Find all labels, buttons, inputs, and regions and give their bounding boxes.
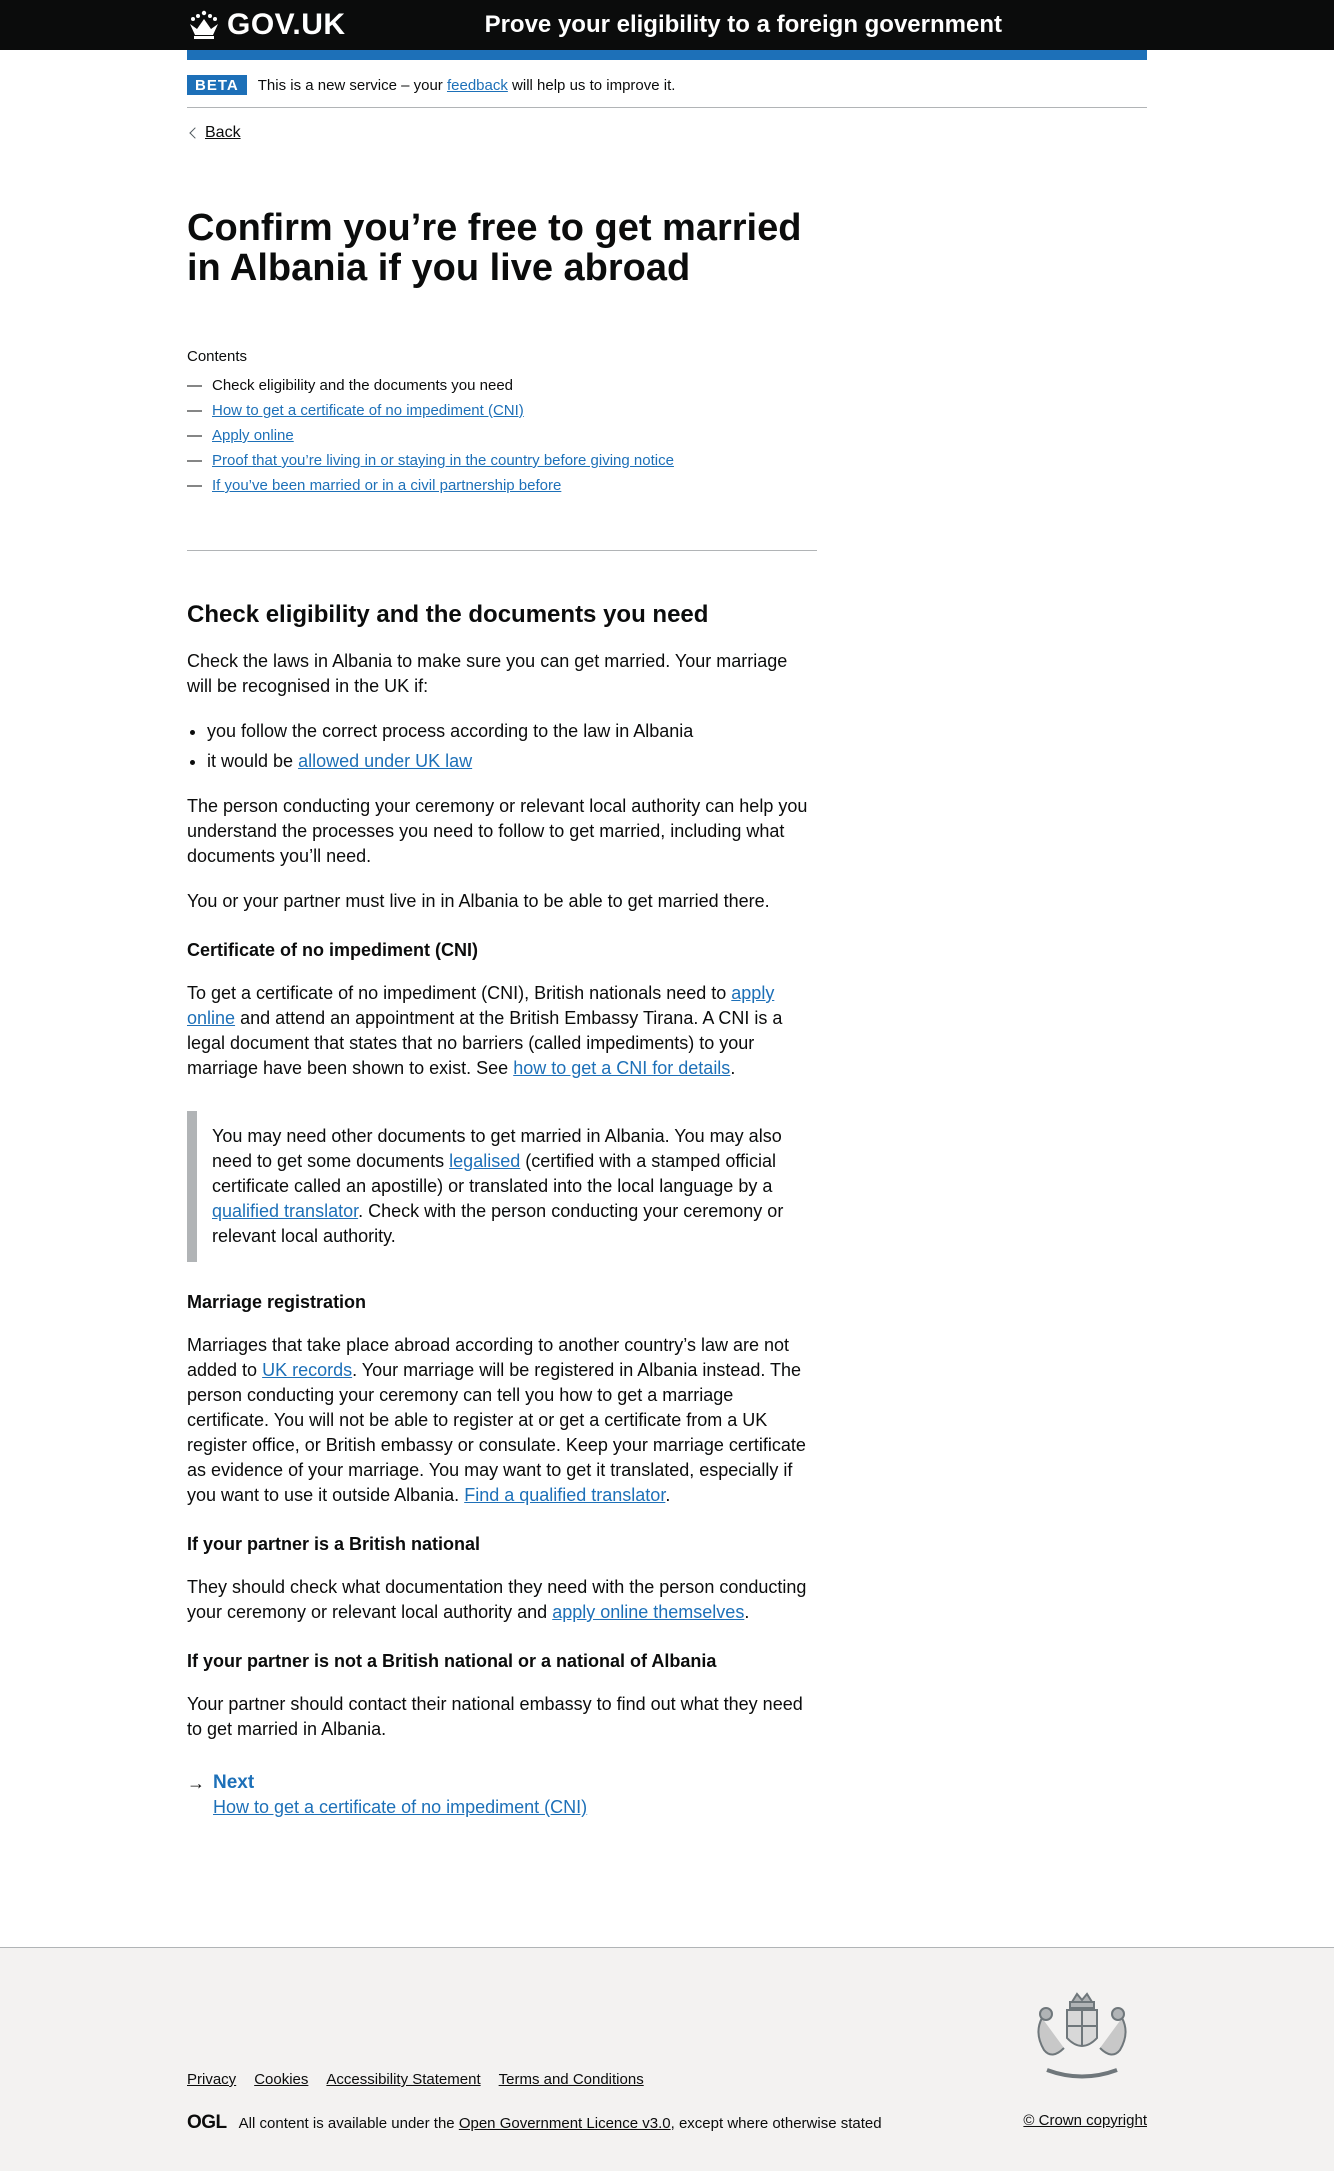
registration-text-1: Marriages that take place abroad according to another country’s law are not added to bbox=[187, 1335, 790, 1380]
cni-text-2: and attend an appointment at the British Embassy Tirana. A CNI is a legal document that states that no barriers (called impediments) to your marriage have been shown to exist. See bbox=[187, 1008, 783, 1078]
list-item bbox=[207, 749, 817, 774]
residency-paragraph: You or your partner must live in in Albania to be able to get married there. bbox=[187, 891, 770, 911]
beta-tag: BETA bbox=[187, 75, 247, 95]
allowed-under-uk-law-link[interactable]: allowed under UK law bbox=[298, 751, 473, 771]
uk-records-link[interactable]: UK records bbox=[262, 1360, 353, 1380]
cni-heading: Certificate of no impediment (CNI) bbox=[187, 940, 479, 960]
cni-paragraph bbox=[187, 981, 817, 1081]
contents-nav bbox=[187, 348, 817, 498]
contents-item: — If you’ve been married or in a civil partnership before bbox=[187, 473, 817, 498]
phase-text-before: This is a new service – your bbox=[257, 76, 443, 94]
contents-item: — How to get a certificate of no impediment (CNI) bbox=[187, 398, 817, 423]
help-paragraph: The person conducting your ceremony or relevant local authority can help you understand the processes you need to follow to get married, including what documents you’ll need. bbox=[187, 796, 808, 866]
section-heading: Check eligibility and the documents you need bbox=[187, 601, 709, 628]
legalised-link[interactable]: legalised bbox=[449, 1151, 521, 1171]
feedback-link[interactable]: feedback bbox=[446, 76, 508, 94]
next-navigation bbox=[187, 1772, 817, 1818]
inset-text-1: You may need other documents to get married in Albania. You may also need to get some documents bbox=[212, 1126, 782, 1171]
cni-details-link[interactable]: how to get a CNI for details bbox=[513, 1058, 731, 1078]
contents-title: Contents bbox=[187, 348, 248, 365]
british-partner-heading: If your partner is a British national bbox=[187, 1534, 481, 1554]
contents-link-proof-living[interactable]: Proof that you’re living in or staying in the country before giving notice bbox=[212, 452, 674, 469]
contents-item: — Check eligibility and the documents you need bbox=[187, 373, 817, 398]
phase-banner-text bbox=[258, 77, 676, 94]
phase-text-after: will help us to improve it. bbox=[512, 76, 676, 94]
inset-text-3: . Check with the person conducting your ceremony or relevant local authority. bbox=[212, 1201, 784, 1246]
find-translator-link[interactable]: Find a qualified translator bbox=[464, 1485, 666, 1505]
other-partner-paragraph: Your partner should contact their national embassy to find out what they need to get married in Albania. bbox=[187, 1694, 803, 1739]
registration-paragraph bbox=[187, 1333, 817, 1508]
cni-text-3: . bbox=[730, 1058, 736, 1078]
footer-link-privacy[interactable]: Privacy bbox=[187, 2071, 237, 2088]
qualified-translator-link[interactable]: qualified translator bbox=[212, 1201, 359, 1221]
logo-text: GOV.UK bbox=[227, 8, 346, 41]
govuk-logo-link[interactable] bbox=[187, 8, 346, 42]
apply-online-link[interactable]: apply online bbox=[187, 983, 775, 1028]
list-item: • you follow the correct process according to the law in Albania bbox=[207, 719, 817, 744]
footer-licence bbox=[187, 2112, 882, 2134]
crown-copyright-link[interactable]: © Crown copyright bbox=[1023, 2112, 1147, 2129]
crown-icon bbox=[187, 10, 221, 40]
registration-text-3: . bbox=[665, 1485, 671, 1505]
footer-link-terms[interactable]: Terms and Conditions bbox=[498, 2071, 644, 2088]
registration-text-2: . Your marriage will be registered in Albania instead. The person conducting your ceremony can tell you how to get a marriage certificate. You will not be able to register at or get a certificate from a UK register office, or British embassy or consulate. Keep your marriage certificate as evidence of your marriage. You may want to get it translated, especially if you want to use it outside Albania. bbox=[187, 1360, 806, 1505]
contents-link-cni[interactable]: How to get a certificate of no impediment (CNI) bbox=[212, 402, 524, 419]
phase-banner bbox=[187, 60, 1147, 108]
main-content bbox=[187, 208, 817, 1818]
inset-text-2: (certified with a stamped official certificate called an apostille) or translated into the local language by a bbox=[212, 1151, 777, 1196]
inset-text bbox=[187, 1111, 817, 1262]
other-partner-heading: If your partner is not a British national or a national of Albania bbox=[187, 1651, 717, 1671]
crown-copyright bbox=[1023, 2112, 1147, 2129]
next-label: Next bbox=[213, 1772, 255, 1793]
registration-heading: Marriage registration bbox=[187, 1292, 367, 1312]
service-name[interactable]: Prove your eligibility to a foreign government bbox=[484, 11, 1002, 38]
ogl-licence-link[interactable]: Open Government Licence v3.0 bbox=[458, 2114, 671, 2132]
contents-link-apply-online[interactable]: Apply online bbox=[212, 427, 294, 444]
footer-link-accessibility[interactable]: Accessibility Statement bbox=[326, 2071, 481, 2088]
british-partner-text-end: . bbox=[744, 1602, 750, 1622]
intro-paragraph: Check the laws in Albania to make sure you can get married. Your marriage will be recognised in the UK if: bbox=[187, 651, 788, 696]
british-partner-text: They should check what documentation they need with the person conducting your ceremony or relevant local authority and bbox=[187, 1577, 807, 1622]
bullet-text: it would be bbox=[207, 751, 294, 771]
back-link-container bbox=[187, 124, 241, 142]
apply-online-themselves-link[interactable]: apply online themselves bbox=[552, 1602, 745, 1622]
licence-text-before: All content is available under the bbox=[238, 2114, 455, 2132]
contents-item-current: Check eligibility and the documents you need bbox=[212, 377, 514, 394]
conditions-list bbox=[187, 719, 817, 774]
site-header bbox=[0, 0, 1334, 50]
page-title: Confirm you’re free to get married in Albania if you live abroad bbox=[187, 207, 802, 289]
inset-paragraph bbox=[212, 1124, 817, 1249]
header-blue-bar bbox=[187, 50, 1147, 60]
section-divider bbox=[187, 550, 817, 551]
back-link[interactable]: Back bbox=[205, 124, 241, 141]
royal-coat-of-arms-icon bbox=[1022, 1988, 1142, 2088]
licence-text-after: , except where otherwise stated bbox=[670, 2114, 882, 2132]
contents-item: — Proof that you’re living in or staying in the country before giving notice bbox=[187, 448, 817, 473]
licence-text bbox=[239, 2115, 882, 2132]
site-footer bbox=[0, 1947, 1334, 2171]
british-partner-paragraph bbox=[187, 1575, 817, 1625]
ogl-logo: OGL bbox=[187, 2112, 227, 2133]
next-page-link[interactable]: How to get a certificate of no impediment (CNI) bbox=[213, 1797, 588, 1817]
contents-item: — Apply online bbox=[187, 423, 817, 448]
footer-links bbox=[187, 2071, 644, 2088]
chevron-left-icon bbox=[189, 127, 200, 138]
cni-text-1: To get a certificate of no impediment (CNI), British nationals need to bbox=[187, 983, 727, 1003]
contents-link-previous-marriage[interactable]: If you’ve been married or in a civil partnership before bbox=[212, 477, 562, 494]
footer-link-cookies[interactable]: Cookies bbox=[254, 2071, 309, 2088]
arrow-right-icon: → bbox=[187, 1773, 205, 1793]
